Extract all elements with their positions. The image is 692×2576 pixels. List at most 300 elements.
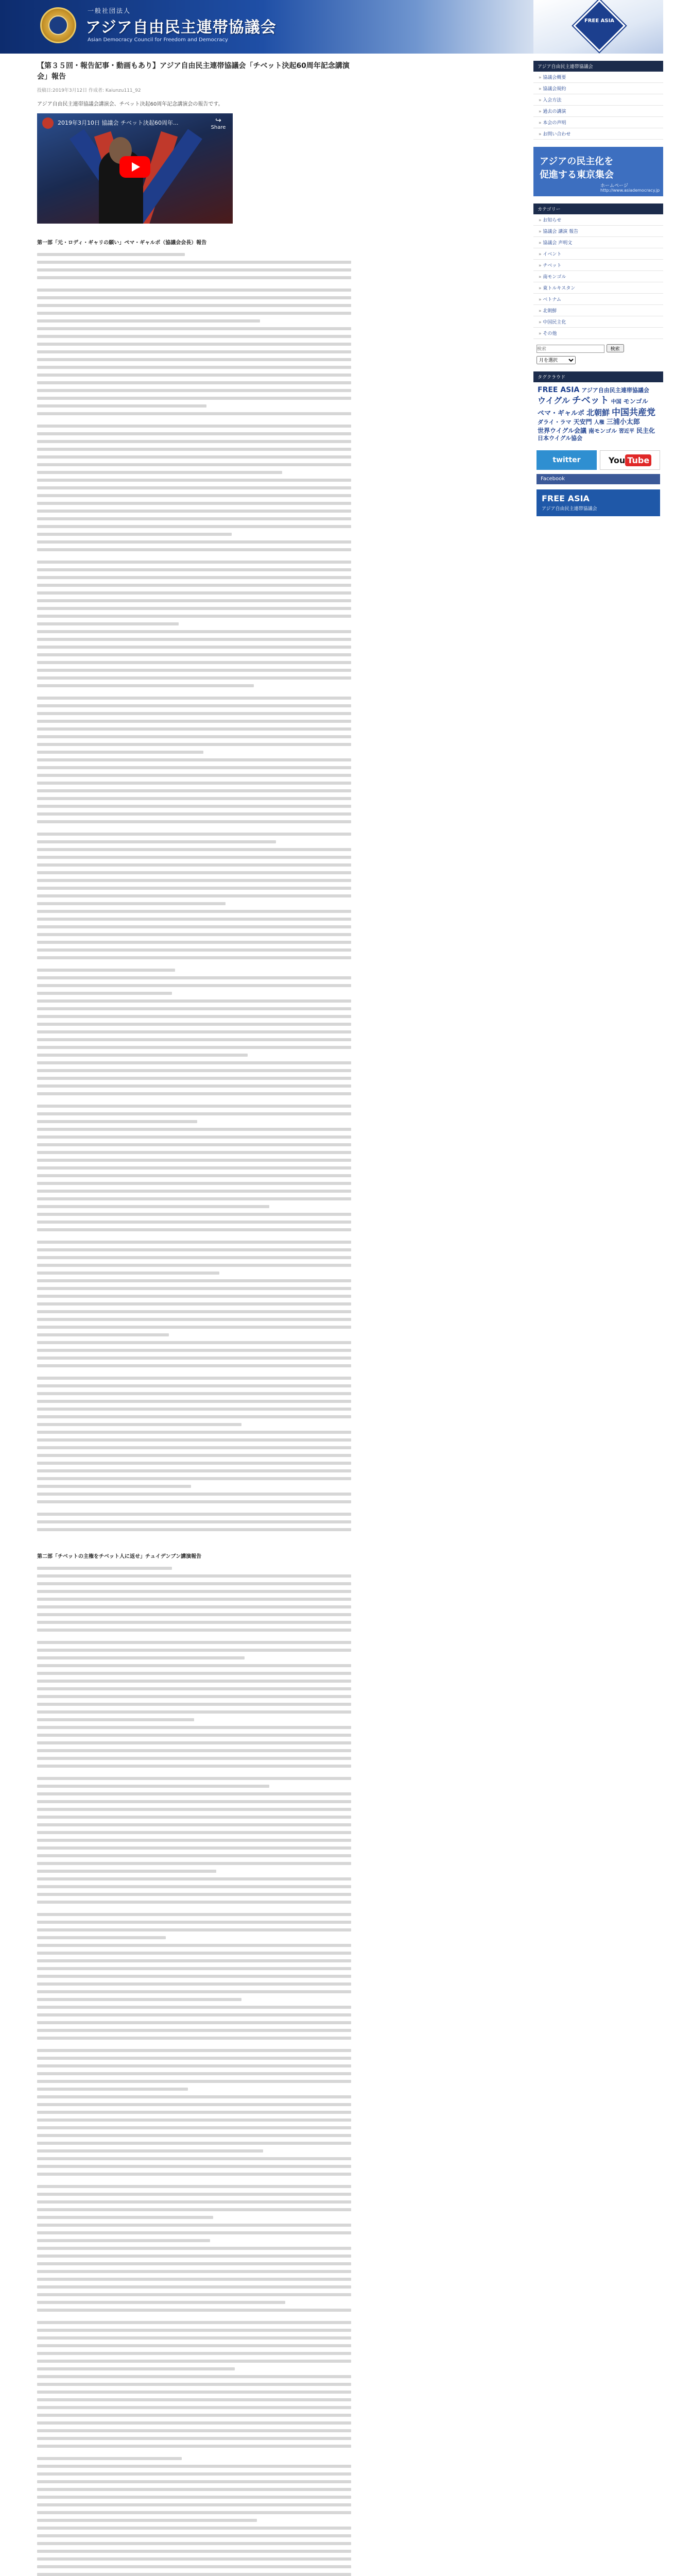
- category-item[interactable]: » 協議会 講演 報告: [533, 226, 663, 237]
- text-line: [37, 1831, 351, 1834]
- text-line: [37, 1408, 351, 1411]
- tokyo-rally-banner[interactable]: [533, 147, 663, 196]
- tag-link[interactable]: ペマ・ギャルポ: [538, 409, 585, 417]
- text-line: [37, 1454, 351, 1457]
- text-line: [37, 1975, 351, 1978]
- text-line: [37, 2367, 235, 2370]
- text-line: [37, 2437, 351, 2440]
- category-item[interactable]: » その他: [533, 328, 663, 339]
- free-asia-text: FREE ASIA: [584, 18, 615, 24]
- text-line: [37, 1777, 351, 1780]
- text-line: [37, 2527, 351, 2530]
- text-line: [37, 2336, 351, 2340]
- text-line: [37, 1431, 351, 1434]
- text-line: [37, 2573, 351, 2576]
- text-line: [37, 1893, 351, 1896]
- text-line: [37, 1213, 351, 1216]
- text-line: [37, 1998, 241, 2001]
- facebook-button[interactable]: Facebook: [537, 474, 660, 484]
- text-line: [37, 933, 351, 936]
- text-line: [37, 1077, 351, 1080]
- text-line: [37, 289, 351, 292]
- text-line: [37, 782, 351, 785]
- tag-link[interactable]: 三浦小太郎: [606, 418, 640, 426]
- text-line: [37, 918, 351, 921]
- text-line: [37, 1741, 351, 1744]
- tag-link[interactable]: 中国共産党: [612, 407, 656, 418]
- text-line: [37, 1143, 351, 1146]
- text-line: [37, 1785, 269, 1788]
- text-line: [37, 502, 351, 505]
- category-item[interactable]: » 北朝鮮: [533, 305, 663, 316]
- text-line: [37, 540, 351, 544]
- text-line: [37, 2519, 257, 2522]
- text-line: [37, 1567, 172, 1570]
- text-line: [37, 1302, 351, 1306]
- text-line: [37, 1982, 351, 1986]
- menu-list: [533, 72, 663, 140]
- text-line: [37, 956, 351, 959]
- text-line: [37, 471, 282, 474]
- text-line: [37, 727, 351, 731]
- text-line: [37, 1513, 351, 1516]
- text-line: [37, 1248, 351, 1251]
- text-line: [37, 1680, 351, 1683]
- text-line: [37, 820, 351, 823]
- text-line: [37, 2383, 351, 2386]
- tag-link[interactable]: アジア自由民主連帯協議会: [581, 387, 649, 394]
- tag-cloud: [533, 382, 663, 445]
- text-line: [37, 1046, 351, 1049]
- text-line: [37, 1377, 351, 1380]
- text-line: [37, 1477, 351, 1480]
- text-line: [37, 1197, 351, 1200]
- category-list: [533, 214, 663, 339]
- tag-link[interactable]: 北朝鮮: [586, 408, 610, 417]
- text-line: [37, 1846, 351, 1850]
- org-label: 一般社団法人: [88, 7, 131, 14]
- text-line: [37, 1800, 351, 1803]
- text-line: [37, 2511, 351, 2514]
- text-line: [37, 1469, 351, 1472]
- text-line: [37, 268, 351, 272]
- text-line: [37, 591, 351, 595]
- text-line: [37, 1641, 351, 1644]
- text-line: [37, 533, 232, 536]
- channel-avatar[interactable]: [42, 117, 54, 129]
- text-line: [37, 1500, 351, 1503]
- text-line: [37, 440, 351, 443]
- free-asia-banner-sub: アジア自由民主連帯協議会: [542, 506, 597, 512]
- text-line: [37, 833, 351, 836]
- text-line: [37, 766, 351, 769]
- text-line: [37, 984, 351, 987]
- text-line: [37, 1765, 351, 1768]
- text-line: [37, 2142, 351, 2145]
- text-line: [37, 2157, 351, 2160]
- menu-item[interactable]: » 協議会概要: [533, 72, 663, 83]
- text-line: [37, 2488, 351, 2491]
- text-line: [37, 1415, 351, 1418]
- text-line: [37, 653, 351, 656]
- search-input[interactable]: [537, 345, 604, 353]
- text-line: [37, 2239, 210, 2242]
- text-line: [37, 2465, 351, 2468]
- text-line: [37, 404, 206, 408]
- text-line: [37, 253, 185, 256]
- text-line: [37, 1392, 351, 1395]
- site-title-en: Asian Democracy Council for Freedom and Democracy: [88, 37, 228, 43]
- text-line: [37, 1084, 351, 1088]
- text-line: [37, 1792, 351, 1795]
- text-line: [37, 1921, 351, 1924]
- menu-item[interactable]: » お問い合わせ: [533, 128, 663, 140]
- text-line: [37, 1061, 351, 1064]
- text-line: [37, 797, 351, 800]
- text-line: [37, 743, 351, 746]
- youtube-right: Tube: [625, 454, 651, 466]
- text-line: [37, 2565, 351, 2568]
- share-icon: ↪: [215, 116, 221, 125]
- text-line: [37, 397, 351, 400]
- text-line: [37, 494, 351, 497]
- text-line: [37, 1757, 351, 1760]
- social-links: [533, 450, 663, 470]
- text-line: [37, 2557, 351, 2561]
- text-line: [37, 1528, 351, 1531]
- category-item[interactable]: » 協議会 声明文: [533, 237, 663, 248]
- text-line: [37, 1341, 351, 1344]
- text-line: [37, 2472, 351, 2476]
- text-line: [37, 2231, 351, 2234]
- text-line: [37, 2208, 351, 2211]
- archive-select[interactable]: [537, 356, 576, 364]
- text-line: [37, 2445, 351, 2448]
- text-line: [37, 1310, 351, 1313]
- tag-link[interactable]: 中国: [611, 399, 621, 405]
- tag-link[interactable]: 日本ウイグル協会: [538, 435, 583, 442]
- text-line: [37, 2064, 351, 2067]
- text-line: [37, 1959, 351, 1962]
- text-line: [37, 1174, 351, 1177]
- text-line: [37, 1205, 269, 1208]
- text-line: [37, 1877, 351, 1880]
- text-line: [37, 1590, 351, 1593]
- text-line: [37, 1598, 351, 1601]
- text-line: [37, 261, 351, 264]
- text-line: [37, 2029, 351, 2032]
- text-line: [37, 2111, 351, 2114]
- search-box: [533, 344, 663, 364]
- text-line: [37, 805, 351, 808]
- text-line: [37, 1326, 351, 1329]
- text-line: [37, 1816, 351, 1819]
- text-line: [37, 2457, 182, 2460]
- menu-item[interactable]: » 本会の声明: [533, 117, 663, 128]
- article-body-2: [37, 1567, 351, 2576]
- text-line: [37, 902, 226, 905]
- menu-item[interactable]: » 協議会規約: [533, 83, 663, 94]
- text-line: [37, 584, 351, 587]
- text-line: [37, 374, 351, 377]
- menu-item[interactable]: » 入会方法: [533, 94, 663, 106]
- text-line: [37, 1885, 351, 1888]
- text-line: [37, 1438, 351, 1442]
- category-item[interactable]: » お知らせ: [533, 214, 663, 226]
- text-line: [37, 1112, 351, 1115]
- text-line: [37, 1446, 351, 1449]
- post-meta: 投稿日:2019年3月12日 作成者: Kaiunzu111_92: [37, 88, 141, 93]
- text-line: [37, 1703, 351, 1706]
- text-line: [37, 425, 351, 428]
- text-line: [37, 2021, 351, 2024]
- text-line: [37, 343, 351, 346]
- text-line: [37, 1159, 351, 1162]
- text-line: [37, 1221, 351, 1224]
- text-line: [37, 1069, 351, 1072]
- text-line: [37, 1928, 351, 1931]
- text-line: [37, 1054, 248, 1057]
- text-line: [37, 1357, 351, 1360]
- text-line: [37, 1967, 351, 1970]
- text-line: [37, 1574, 351, 1578]
- text-line: [37, 925, 351, 928]
- text-line: [37, 1023, 351, 1026]
- text-line: [37, 1808, 351, 1811]
- text-line: [37, 1400, 351, 1403]
- text-line: [37, 1295, 351, 1298]
- text-line: [37, 1672, 351, 1675]
- text-line: [37, 1485, 191, 1488]
- text-line: [37, 774, 351, 777]
- tag-link[interactable]: 民主化: [636, 427, 655, 434]
- twitter-button[interactable]: twitter: [537, 450, 597, 470]
- text-line: [37, 1462, 351, 1465]
- menu-heading: アジア自由民主連帯協議会: [533, 61, 663, 72]
- text-line: [37, 1015, 351, 1018]
- share-label: Share: [211, 125, 226, 130]
- text-line: [37, 327, 351, 330]
- text-line: [37, 1687, 351, 1690]
- category-item[interactable]: » 東トルキスタン: [533, 282, 663, 294]
- text-line: [37, 863, 351, 867]
- text-line: [37, 999, 351, 1003]
- tag-link[interactable]: ダライ・ラマ: [538, 418, 572, 426]
- text-line: [37, 2329, 351, 2332]
- main-content: [37, 61, 351, 2576]
- text-line: [37, 1423, 241, 1426]
- text-line: [37, 350, 351, 353]
- text-line: [37, 2321, 351, 2324]
- text-line: [37, 1256, 351, 1259]
- text-line: [37, 661, 351, 664]
- text-line: [37, 568, 351, 571]
- category-item[interactable]: » 南モンゴル: [533, 271, 663, 282]
- category-item[interactable]: » チベット: [533, 260, 663, 271]
- play-button[interactable]: [119, 156, 150, 178]
- text-line: [37, 1190, 351, 1193]
- text-line: [37, 358, 351, 361]
- text-line: [37, 2534, 351, 2537]
- text-line: [37, 1030, 351, 1033]
- search-button[interactable]: 検索: [607, 344, 624, 352]
- free-asia-banner-title: FREE ASIA: [542, 494, 590, 504]
- free-asia-banner[interactable]: [537, 489, 660, 516]
- text-line: [37, 389, 351, 392]
- text-line: [37, 1364, 351, 1367]
- text-line: [37, 676, 351, 680]
- text-line: [37, 697, 351, 700]
- text-line: [37, 2278, 351, 2281]
- site-title[interactable]: アジア自由民主連帯協議会: [85, 19, 276, 37]
- category-item[interactable]: » イベント: [533, 248, 663, 260]
- text-line: [37, 1136, 351, 1139]
- text-line: [37, 2375, 351, 2378]
- text-line: [37, 1349, 351, 1352]
- text-line: [37, 2391, 351, 2394]
- text-line: [37, 432, 351, 435]
- text-line: [37, 1384, 351, 1387]
- text-line: [37, 479, 351, 482]
- text-line: [37, 296, 351, 299]
- banner-line-3: ホームページ: [600, 183, 628, 189]
- text-line: [37, 1264, 351, 1267]
- text-line: [37, 576, 351, 579]
- tag-link[interactable]: 南モンゴル: [589, 427, 617, 434]
- article-body-1: [37, 253, 351, 1531]
- tag-link[interactable]: 世界ウイグル会議: [538, 427, 587, 434]
- text-line: [37, 2309, 351, 2312]
- text-line: [37, 789, 351, 792]
- banner-url: http://www.asiademocracy.jp: [600, 188, 660, 193]
- text-line: [37, 2224, 351, 2227]
- category-item[interactable]: » 中国民主化: [533, 316, 663, 328]
- text-line: [37, 735, 351, 738]
- text-line: [37, 1862, 351, 1865]
- category-item[interactable]: » ベトナム: [533, 294, 663, 305]
- post-title[interactable]: 【第３５回・報告記事・動画もあり】アジア自由民主連帯協議会「チベット決起60周年記念講演会」報告: [37, 62, 350, 81]
- tag-link[interactable]: 習近平: [619, 428, 635, 434]
- text-line: [37, 1287, 351, 1290]
- text-line: [37, 312, 351, 315]
- text-line: [37, 1272, 219, 1275]
- text-line: [37, 2173, 351, 2176]
- text-line: [37, 1629, 351, 1632]
- text-line: [37, 751, 203, 754]
- text-line: [37, 615, 351, 618]
- youtube-button[interactable]: [600, 450, 660, 470]
- text-line: [37, 1182, 351, 1185]
- text-line: [37, 2193, 351, 2196]
- text-line: [37, 879, 351, 882]
- section-heading-2: 第二部「チベットの主権をチベット人に返せ」チュイデンブン講演報告: [37, 1554, 202, 1560]
- free-asia-logo[interactable]: [533, 0, 663, 54]
- text-line: [37, 463, 351, 466]
- text-line: [37, 630, 351, 633]
- text-line: [37, 1333, 169, 1336]
- text-line: [37, 1901, 351, 1904]
- org-seal-icon[interactable]: [40, 7, 76, 43]
- text-line: [37, 1120, 197, 1123]
- tag-link[interactable]: モンゴル: [623, 398, 648, 405]
- text-line: [37, 2542, 351, 2545]
- text-line: [37, 1952, 351, 1955]
- text-line: [37, 2360, 351, 2363]
- text-line: [37, 304, 351, 307]
- text-line: [37, 1105, 351, 1108]
- text-line: [37, 894, 351, 897]
- text-line: [37, 1734, 351, 1737]
- text-line: [37, 840, 276, 843]
- text-line: [37, 1228, 351, 1231]
- text-line: [37, 887, 351, 890]
- youtube-embed[interactable]: [37, 113, 233, 224]
- text-line: [37, 2013, 351, 2016]
- text-line: [37, 941, 351, 944]
- text-line: [37, 2088, 188, 2091]
- text-line: [37, 2149, 263, 2153]
- text-line: [37, 2049, 351, 2052]
- text-line: [37, 2421, 351, 2425]
- text-line: [37, 646, 351, 649]
- tag-link[interactable]: 天安門: [573, 418, 592, 426]
- text-line: [37, 381, 351, 384]
- text-line: [37, 2550, 351, 2553]
- tag-heading: タグクラウド: [533, 371, 663, 382]
- tag-link[interactable]: チベット: [572, 395, 609, 406]
- youtube-left: You: [608, 455, 626, 466]
- text-line: [37, 1664, 351, 1667]
- text-line: [37, 1279, 351, 1282]
- text-line: [37, 1092, 351, 1095]
- text-line: [37, 712, 351, 715]
- text-line: [37, 1649, 351, 1652]
- text-line: [37, 2429, 351, 2432]
- text-line: [37, 1656, 245, 1659]
- video-title[interactable]: 2019年3月10日 協議会 チベット決起60周年...: [58, 120, 179, 126]
- text-line: [37, 812, 351, 816]
- tag-link[interactable]: ウイグル: [538, 396, 570, 406]
- text-line: [37, 1944, 351, 1947]
- text-line: [37, 1913, 351, 1916]
- menu-item[interactable]: » 過去の講演: [533, 106, 663, 117]
- text-line: [37, 1151, 351, 1154]
- text-line: [37, 1870, 216, 1873]
- text-line: [37, 2165, 351, 2168]
- text-line: [37, 2480, 351, 2483]
- text-line: [37, 1241, 351, 1244]
- text-line: [37, 2119, 351, 2122]
- text-line: [37, 2080, 351, 2083]
- text-line: [37, 525, 351, 528]
- text-line: [37, 2185, 351, 2188]
- text-line: [37, 704, 351, 707]
- tag-link[interactable]: 人権: [594, 419, 604, 426]
- text-line: [37, 2406, 351, 2409]
- category-heading: カテゴリー: [533, 204, 663, 214]
- text-line: [37, 517, 351, 520]
- share-button[interactable]: [209, 116, 228, 130]
- text-line: [37, 2126, 351, 2129]
- tag-link[interactable]: FREE ASIA: [538, 386, 580, 394]
- text-line: [37, 1520, 351, 1523]
- text-line: [37, 2503, 351, 2506]
- text-line: [37, 684, 254, 687]
- banner-line-1: アジアの民主化を: [540, 156, 614, 167]
- text-line: [37, 2344, 351, 2347]
- text-line: [37, 871, 351, 874]
- text-line: [37, 2037, 351, 2040]
